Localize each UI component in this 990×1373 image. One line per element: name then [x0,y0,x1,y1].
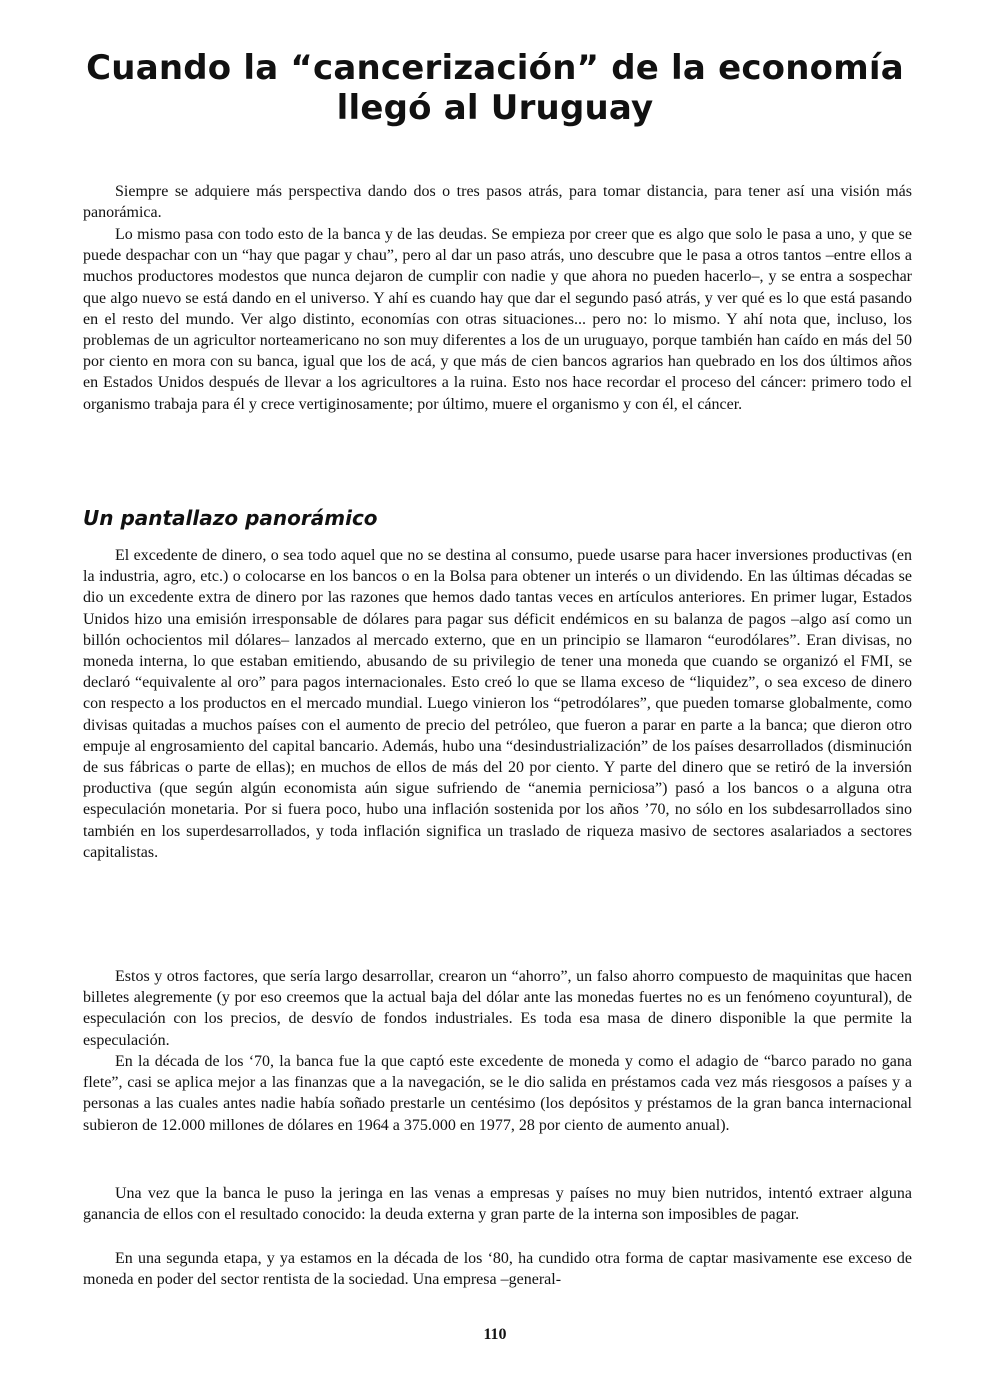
section-heading: Un pantallazo panorámico [83,506,378,530]
section-paragraph-5: En una segunda etapa, y ya estamos en la década de los ‘80, ha cundido otra forma de captar masivamente ese exceso de moneda en poder del sector rentista de la sociedad. Una empresa –general- [83,1250,912,1289]
section-paragraph-2: Estos y otros factores, que sería largo desarrollar, crearon un “ahorro”, un falso ahorro compuesto de maquinitas que hacen billetes alegremente (y por eso creemos que la actual baja del dólar ante las monedas fuertes no es un fenómeno coyuntural), de especulación con los precios, de desvío de fondos industriales. Es toda esa masa de dinero disponible la que permite la especulación. [83,968,912,1049]
title-line-1: Cuando la “cancerización” de la economía [86,48,904,88]
section-paragraph-1: El excedente de dinero, o sea todo aquel que no se destina al consumo, puede usarse para hacer inversiones productivas (en la industria, agro, etc.) o colocarse en los bancos o en la Bolsa para obtener un interés o un dividendo. En las últimas décadas se dio un excedente extra de dinero por las razones que hemos dado tantas veces en artículos anteriores. En primer lugar, Estados Unidos hizo una emisión irresponsable de dólares para pagar sus déficit endémicos en su balanza de pagos –algo así como un billón ochocientos mil dólares– lanzados al mercado externo, que en un principio se llamaron “eurodólares”. Eran divisas, no moneda interna, lo que estaban emitiendo, abusando de su privilegio de tener una moneda que cuando se organizó el FMI, se declaró “equivalente al oro” para pagos internacionales. Esto creó lo que se llama exceso de “liquidez”, o sea exceso de dinero con respecto a los productos en el mercado mundial. Luego vinieron los “petrodólares”, que pueden tomarse globalmente, como divisas quitadas a muchos países con el aumento de precio del petróleo, que fueron a parar en parte a la banca; que dieron otro empuje al engrosamiento del capital bancario. Además, hubo una “desindustrialización” de los países desarrollados (disminución de sus fábricas o parte de ellas); en muchos de ellos de más del 20 por ciento. Y parte del dinero que se retiró de la inversión productiva (que según algún economista aún sigue sufriendo de “anemia perniciosa”) pasó a los bancos o a alguna otra especulación monetaria. Por si fuera poco, hubo una inflación sostenida por los años ’70, no sólo en los subdesarrollados sino también en los superdesarrollados, y toda inflación significa un traslado de riqueza masivo de sectores asalariados a sectores capitalistas. [83,547,912,861]
intro-paragraph-1: Siempre se adquiere más perspectiva dando dos o tres pasos atrás, para tomar distancia, para tener así una visión más panorámica. [83,183,912,222]
intro-paragraph-2: Lo mismo pasa con todo esto de la banca y de las deudas. Se empieza por creer que es algo que solo le pasa a uno, y que se puede despachar con un “hay que pagar y chau”, pero al dar un paso atrás, uno descubre que le pasa a otros tantos –entre ellos a muchos productores modestos que nunca dejaron de cumplir con nadie y que ahora no pueden hacerlo–, y se entra a sospechar que algo nuevo se está dando en el universo. Y ahí es cuando hay que dar el segundo pasó atrás, y ver qué es lo que está pasando en el resto del mundo. Ver algo distinto, economías con otras situaciones... pero no: lo mismo. Y ahí nota que, incluso, los problemas de un agricultor norteamericano no son muy diferentes a los de un uruguayo, porque también han caído en más del 50 por ciento en mora con su banca, igual que los de acá, y que más de cien bancos agrarios han quebrado en los dos últimos años en Estados Unidos después de llevar a los agricultores a la ruina. Esto nos hace recordar el proceso del cáncer: primero todo el organismo trabaja para él y crece vertiginosamente; por último, muere el organismo y con él, el cáncer. [83,226,912,413]
page-number: 110 [483,1326,507,1343]
page-title [80,48,910,128]
section-paragraph-4: Una vez que la banca le puso la jeringa en las venas a empresas y países no muy bien nutridos, intentó extraer alguna ganancia de ellos con el resultado conocido: la deuda externa y gran parte de la interna son imposibles de pagar. [83,1185,912,1224]
section-paragraph-3: En la década de los ‘70, la banca fue la que captó este excedente de moneda y como el adagio de “barco parado no gana flete”, casi se aplica mejor a las finanzas que a la navegación, se le dio salida en préstamos cada vez más riesgosos a países y a personas a las cuales antes nadie había soñado prestarle un centésimo (los depósitos y préstamos de la gran banca internacional subieron de 12.000 millones de dólares en 1964 a 375.000 en 1977, 28 por ciento de aumento anual). [83,1053,912,1134]
title-line-2: llegó al Uruguay [336,88,654,128]
